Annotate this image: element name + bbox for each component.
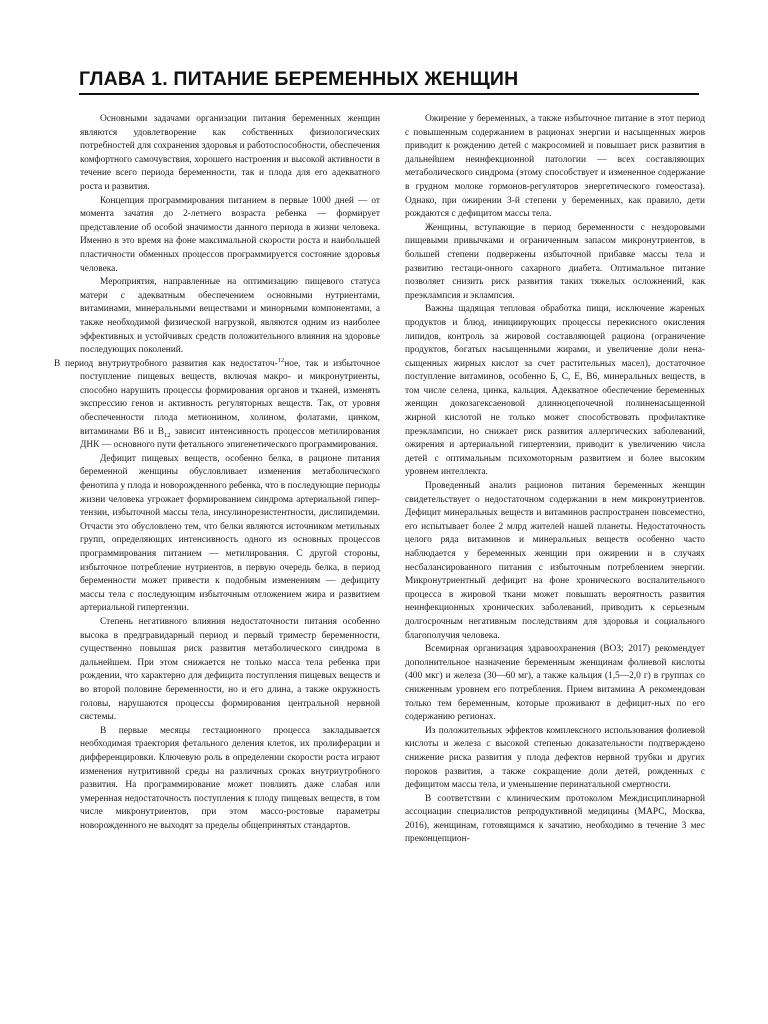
- paragraph: Проведенный анализ рационов питания беременных женщин свидетельствует о недостаточном содержании в нем микронутриентов. Дефицит минеральных веществ и витаминов распространен повсеместно, его испытывает более 2 млрд жителей нашей планеты. Недостаточность целого ряда витаминов и минеральных веществ особенно часто наблюдается у беременных женщин при ожирении и в случаях несбалансированного питания с избыточным потреблением энергии. Микронутриентный дефицит на фоне хронического воспалительного процесса в жировой ткани может повышать вероятность развития неинфекционных хронических заболеваний, приводить к серьезным долгосрочным негативным последствиям для здоровья и социального благополучия человека.: [405, 481, 705, 641]
- page-title: ГЛАВА 1. ПИТАНИЕ БЕРЕМЕННЫХ ЖЕНЩИН: [79, 68, 519, 90]
- paragraph: Женщины, вступающие в период беременности с нездоровыми пищевыми привычками и ограниченным запасом микронутриентов, в большей степени подвержены избыточной прибавке массы тела и развитию гестаци-онного сахарного диабета. Оптимальное питание позволяет снизить риск развития таких тяжелых осложнений, как преэклампсия и эклампсия.: [405, 222, 705, 301]
- left-text-column: [54, 113, 381, 833]
- paragraph: Важны щадящая тепловая обработка пищи, исключение жареных продуктов и блюд, инициирующих процессы перекисного окисления липидов, контроль за жировой составляющей рациона (ограничение продуктов, богатых насыщенными жирами, и увеличение доли нена-сыщенных жирных кислот за счет растительных масел), достаточное поступление витаминов, особенно Б, С, Е, В6, минеральных веществ, в том числе селена, цинка, кальция. Адекватное обеспечение беременных женщин докозагексаеновой длинноцепочечной полиненасыщенной жирной кислотой не только может способствовать профилактике преэклампсии, но снижает риск развития аллергических заболеваний, ожирения и артериальной гипертензии, приводит к увеличению числа детей с оптимальным психомоторным развитием и более высоким уровнем интеллекта.: [405, 304, 705, 478]
- title-rule: [79, 93, 699, 95]
- paragraph: Степень негативного влияния недостаточности питания особенно высока в предгравидарный период и первый триместр беременности, существенно повышая риск развития метаболического синдрома в дальнейшем. При этом снижается не только масса тела ребенка при рождении, что характерно для дефицита поступления пищевых веществ и во второй половине беременности, но и его длина, а также окружность головы, нарушаются процессы формирования центральной нервной системы.: [80, 616, 380, 723]
- paragraph: Дефицит пищевых веществ, особенно белка, в рационе питания беременной женщины обусловливает изменения метаболического фенотипа у плода и новорожденного ребенка, что в последующие периоды жизни человека угрожает формированием синдрома артериальной гипер-тензии, избыточной массы тела, инсулинорезистентности, дислипидемии. Отчасти это обусловлено тем, что белки являются источником метильных групп, определяющих интенсивность одного из основных процессов программирования питанием — метилирования. С другой стороны, избыточное потребление нутриентов, в первую очередь белка, в период беременности может привести к подобным изменениям — дефициту массы тела с последующим избыточным отложением жира и развитием артериальной гипертензии.: [80, 453, 380, 614]
- paragraph: Ожирение у беременных, а также избыточное питание в этот период с повышенным содержанием в рационах энергии и насыщенных жиров приводит к рождению детей с макросомией и повышает риск развития в дальнейшем неинфекционной патологии — всех составляющих метаболического синдрома (этому способствует и измененное содержание в грудном молоке гормонов-регуляторов энергетического гомеостаза). Однако, при ожирении 3-й степени у беременных, как правило, дети рождаются с дефицитом массы тела.: [405, 114, 705, 220]
- paragraph-text: ное, так и избыточное поступление пищевых веществ, включая макро- и микронутриенты, способно нарушить процессы формирования органов и тканей, изменять экспрессию генов и активность регуляторных веществ. Так, от уровня обеспеченности плода метионином, холином, фолатами, цинком, витаминами B6 и B: [80, 358, 381, 437]
- paragraph: В первые месяцы гестационного процесса закладывается необходимая траектория фетального деления клеток, их пролиферации и дифференцировки. Ключевую роль в определении скорости роста играют изменения нутритивной среды на различных сроках внутриутробного развития. На программирование может повлиять даже слабая или умеренная недостаточность поступления к плоду пищевых веществ, в том числе микронутриентов, при этом массо-ростовые параметры новорожденного не выходят за пределы общепринятых стандартов.: [80, 725, 380, 831]
- paragraph: Из положительных эффектов комплексного использования фолиевой кислоты и железа с высокой степенью доказательности подтверждено снижение риска развития у плода дефектов нервной трубки и других пороков развития, а также сокращение доли детей, рожденных с дефицитом массы тела, и уменьшение перинатальной смертности.: [405, 725, 705, 791]
- paragraph: Мероприятия, направленные на оптимизацию пищевого статуса матери с адекватным обеспечением основными нутриентами, витаминами, минеральными веществами и минорными компонентами, а также необходимой физической нагрузкой, являются одним из наиболее эффективных и устойчивых средств положительного влияния на здоровье последующих поколений.: [80, 277, 380, 356]
- paragraph: [54, 356, 381, 453]
- paragraph: Всемирная организация здравоохранения (ВОЗ; 2017) рекомендует дополнительное назначение беременным женщинам фолиевой кислоты (400 мкг) и железа (30—60 мг), а также кальция (1,5—2,0 г) в группах со сниженным уровнем его потребления. Прием витамина А рекомендован только тем беременным, которые проживают в дефицит-ных по его содержанию регионах.: [405, 644, 705, 723]
- subscript: 12: [164, 431, 171, 439]
- superscript: 12: [277, 356, 285, 364]
- paragraph: В соответствии с клиническим протоколом Междисциплинарной ассоциации специалистов репродуктивной медицины (МАРС, Москва, 2016), женщинам, готовящимся к зачатию, необходимо в течение 3 мес преконцепцион-: [405, 793, 705, 845]
- paragraph: Основными задачами организации питания беременных женщин являются удовлетворение как собственных физиологических потребностей для сохранения здоровья и работоспособности, обеспечения комфортного самочувствия, хорошего настроения и высокой активности в течение всего периода беременности, так и плода для его адекватного роста и развития.: [80, 114, 380, 192]
- paragraph: Концепция программирования питанием в первые 1000 дней — от момента зачатия до 2-летнего возраста ребенка — формирует представление об особой значимости данного периода в жизни человека. Именно в это время на фоне максимальной скорости роста и наибольшей пластичности обменных процессов программируется состояние здоровья человека.: [80, 195, 380, 274]
- paragraph-text: зависит интенсивность процессов метилирования ДНК — основного пути фетального эпигенетического программирования.: [80, 426, 380, 451]
- right-text-column: [405, 113, 705, 847]
- paragraph-text: В период внутриутробного развития как недостаточ-: [54, 358, 278, 369]
